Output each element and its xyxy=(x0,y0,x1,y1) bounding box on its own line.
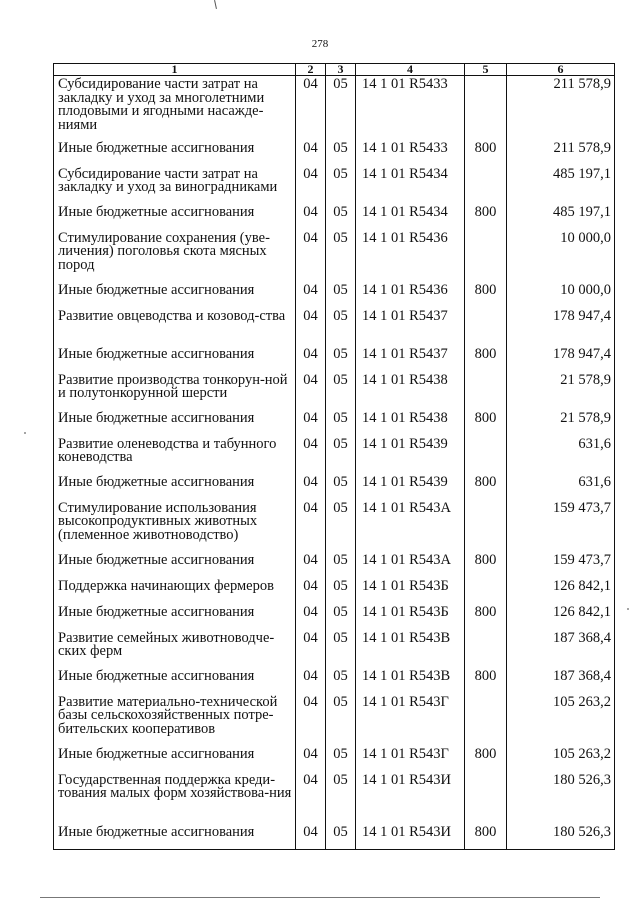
row-subsection: 05 xyxy=(326,230,356,282)
row-subsection: 05 xyxy=(326,474,356,500)
row-amount: 159 473,7 xyxy=(507,500,615,552)
row-expense-type: 800 xyxy=(465,410,507,436)
row-subsection: 05 xyxy=(326,436,356,474)
table-row xyxy=(54,668,615,694)
row-subsection: 05 xyxy=(326,578,356,604)
row-expense-type xyxy=(465,372,507,410)
row-expense-type xyxy=(465,230,507,282)
row-target-article: 14 1 01 R5433 xyxy=(356,140,465,166)
row-amount: 211 578,9 xyxy=(507,140,615,166)
row-target-article: 14 1 01 R5433 xyxy=(356,76,465,140)
row-subsection: 05 xyxy=(326,346,356,372)
row-expense-type xyxy=(465,694,507,746)
column-header: 1 xyxy=(54,64,296,76)
row-subsection: 05 xyxy=(326,140,356,166)
table-row xyxy=(54,500,615,552)
table-row xyxy=(54,76,615,140)
row-target-article: 14 1 01 R543А xyxy=(356,500,465,552)
row-target-article: 14 1 01 R543В xyxy=(356,630,465,668)
row-target-article: 14 1 01 R5436 xyxy=(356,230,465,282)
table-row xyxy=(54,230,615,282)
row-expense-type xyxy=(465,436,507,474)
row-amount: 105 263,2 xyxy=(507,746,615,772)
table-row xyxy=(54,604,615,630)
row-section: 04 xyxy=(296,668,326,694)
row-amount: 105 263,2 xyxy=(507,694,615,746)
column-header: 6 xyxy=(507,64,615,76)
row-section: 04 xyxy=(296,308,326,346)
row-name: Государственная поддержка креди-тования малых форм хозяйствова-ния xyxy=(54,772,296,824)
row-section: 04 xyxy=(296,230,326,282)
row-subsection: 05 xyxy=(326,630,356,668)
row-target-article: 14 1 01 R5434 xyxy=(356,204,465,230)
row-amount: 178 947,4 xyxy=(507,346,615,372)
row-section: 04 xyxy=(296,140,326,166)
row-target-article: 14 1 01 R543А xyxy=(356,552,465,578)
table-row xyxy=(54,372,615,410)
row-target-article: 14 1 01 R543Г xyxy=(356,694,465,746)
row-name: Иные бюджетные ассигнования xyxy=(54,604,296,630)
row-target-article: 14 1 01 R5436 xyxy=(356,282,465,308)
row-section: 04 xyxy=(296,474,326,500)
column-header: 2 xyxy=(296,64,326,76)
row-amount: 187 368,4 xyxy=(507,630,615,668)
row-section: 04 xyxy=(296,410,326,436)
table-row xyxy=(54,694,615,746)
row-target-article: 14 1 01 R5439 xyxy=(356,436,465,474)
row-section: 04 xyxy=(296,772,326,824)
row-subsection: 05 xyxy=(326,824,356,850)
row-subsection: 05 xyxy=(326,604,356,630)
row-amount: 211 578,9 xyxy=(507,76,615,140)
row-subsection: 05 xyxy=(326,772,356,824)
row-target-article: 14 1 01 R5438 xyxy=(356,372,465,410)
table-row xyxy=(54,824,615,850)
row-amount: 159 473,7 xyxy=(507,552,615,578)
table-row xyxy=(54,346,615,372)
row-section: 04 xyxy=(296,746,326,772)
row-subsection: 05 xyxy=(326,668,356,694)
budget-table xyxy=(53,63,615,850)
row-amount: 126 842,1 xyxy=(507,578,615,604)
row-expense-type xyxy=(465,76,507,140)
column-header: 5 xyxy=(465,64,507,76)
row-section: 04 xyxy=(296,372,326,410)
row-expense-type xyxy=(465,578,507,604)
row-section: 04 xyxy=(296,604,326,630)
row-amount: 178 947,4 xyxy=(507,308,615,346)
row-expense-type: 800 xyxy=(465,140,507,166)
row-name: Субсидирование части затрат на закладку и уход за виноградниками xyxy=(54,166,296,204)
row-subsection: 05 xyxy=(326,372,356,410)
row-target-article: 14 1 01 R543В xyxy=(356,668,465,694)
table-row xyxy=(54,436,615,474)
row-subsection: 05 xyxy=(326,76,356,140)
row-name: Развитие семейных животноводче-ских ферм xyxy=(54,630,296,668)
row-section: 04 xyxy=(296,282,326,308)
row-name: Иные бюджетные ассигнования xyxy=(54,746,296,772)
row-name: Иные бюджетные ассигнования xyxy=(54,474,296,500)
row-name: Развитие овцеводства и козовод-ства xyxy=(54,308,296,346)
row-expense-type: 800 xyxy=(465,474,507,500)
table-row xyxy=(54,630,615,668)
row-target-article: 14 1 01 R5437 xyxy=(356,308,465,346)
row-amount: 21 578,9 xyxy=(507,410,615,436)
column-header: 4 xyxy=(356,64,465,76)
table-row xyxy=(54,282,615,308)
row-name: Стимулирование сохранения (уве-личения) поголовья скота мясных пород xyxy=(54,230,296,282)
row-name: Иные бюджетные ассигнования xyxy=(54,346,296,372)
table-row xyxy=(54,772,615,824)
row-subsection: 05 xyxy=(326,410,356,436)
row-target-article: 14 1 01 R5437 xyxy=(356,346,465,372)
table-row xyxy=(54,166,615,204)
row-section: 04 xyxy=(296,436,326,474)
row-section: 04 xyxy=(296,630,326,668)
row-name: Стимулирование использования высокопродуктивных животных (племенное животноводство) xyxy=(54,500,296,552)
row-name: Иные бюджетные ассигнования xyxy=(54,824,296,850)
row-section: 04 xyxy=(296,166,326,204)
table-row xyxy=(54,578,615,604)
row-amount: 180 526,3 xyxy=(507,772,615,824)
row-amount: 126 842,1 xyxy=(507,604,615,630)
row-subsection: 05 xyxy=(326,746,356,772)
row-target-article: 14 1 01 R543И xyxy=(356,824,465,850)
row-expense-type xyxy=(465,630,507,668)
table-row xyxy=(54,746,615,772)
row-amount: 10 000,0 xyxy=(507,230,615,282)
row-subsection: 05 xyxy=(326,204,356,230)
row-expense-type: 800 xyxy=(465,604,507,630)
row-amount: 485 197,1 xyxy=(507,166,615,204)
row-target-article: 14 1 01 R543Б xyxy=(356,604,465,630)
table-row xyxy=(54,308,615,346)
row-amount: 631,6 xyxy=(507,436,615,474)
table-row xyxy=(54,474,615,500)
row-subsection: 05 xyxy=(326,166,356,204)
row-amount: 21 578,9 xyxy=(507,372,615,410)
row-section: 04 xyxy=(296,578,326,604)
table-row xyxy=(54,410,615,436)
footer-rule xyxy=(40,897,600,898)
scan-speck xyxy=(627,608,629,610)
row-name: Иные бюджетные ассигнования xyxy=(54,410,296,436)
row-subsection: 05 xyxy=(326,282,356,308)
row-section: 04 xyxy=(296,552,326,578)
row-name: Иные бюджетные ассигнования xyxy=(54,140,296,166)
row-target-article: 14 1 01 R5438 xyxy=(356,410,465,436)
page-number: 278 xyxy=(311,38,329,50)
row-section: 04 xyxy=(296,500,326,552)
row-subsection: 05 xyxy=(326,500,356,552)
row-name: Иные бюджетные ассигнования xyxy=(54,668,296,694)
row-name: Иные бюджетные ассигнования xyxy=(54,282,296,308)
row-expense-type xyxy=(465,500,507,552)
row-target-article: 14 1 01 R543Б xyxy=(356,578,465,604)
row-target-article: 14 1 01 R5434 xyxy=(356,166,465,204)
row-amount: 187 368,4 xyxy=(507,668,615,694)
row-section: 04 xyxy=(296,76,326,140)
row-expense-type: 800 xyxy=(465,204,507,230)
row-name: Иные бюджетные ассигнования xyxy=(54,204,296,230)
row-name: Развитие материально-технической базы сельскохозяйственных потре-бительских кооперативов xyxy=(54,694,296,746)
scan-mark xyxy=(214,0,217,9)
row-name: Развитие оленеводства и табунного коневодства xyxy=(54,436,296,474)
row-name: Развитие производства тонкорун-ной и полутонкорунной шерсти xyxy=(54,372,296,410)
scan-speck xyxy=(24,432,26,434)
row-expense-type: 800 xyxy=(465,668,507,694)
table-header-row xyxy=(54,64,615,76)
table-row xyxy=(54,552,615,578)
row-expense-type: 800 xyxy=(465,282,507,308)
row-subsection: 05 xyxy=(326,694,356,746)
row-target-article: 14 1 01 R5439 xyxy=(356,474,465,500)
table-row xyxy=(54,140,615,166)
row-section: 04 xyxy=(296,204,326,230)
row-name: Субсидирование части затрат на закладку и уход за многолетними плодовыми и ягодными насажде-ниями xyxy=(54,76,296,140)
column-header: 3 xyxy=(326,64,356,76)
row-section: 04 xyxy=(296,346,326,372)
row-expense-type: 800 xyxy=(465,746,507,772)
row-target-article: 14 1 01 R543Г xyxy=(356,746,465,772)
row-subsection: 05 xyxy=(326,308,356,346)
row-amount: 485 197,1 xyxy=(507,204,615,230)
table-row xyxy=(54,204,615,230)
row-amount: 180 526,3 xyxy=(507,824,615,850)
row-amount: 10 000,0 xyxy=(507,282,615,308)
row-expense-type: 800 xyxy=(465,346,507,372)
row-expense-type xyxy=(465,166,507,204)
row-name: Поддержка начинающих фермеров xyxy=(54,578,296,604)
row-expense-type xyxy=(465,308,507,346)
row-expense-type: 800 xyxy=(465,824,507,850)
row-name: Иные бюджетные ассигнования xyxy=(54,552,296,578)
row-subsection: 05 xyxy=(326,552,356,578)
row-section: 04 xyxy=(296,824,326,850)
row-target-article: 14 1 01 R543И xyxy=(356,772,465,824)
row-expense-type: 800 xyxy=(465,552,507,578)
row-expense-type xyxy=(465,772,507,824)
row-amount: 631,6 xyxy=(507,474,615,500)
row-section: 04 xyxy=(296,694,326,746)
